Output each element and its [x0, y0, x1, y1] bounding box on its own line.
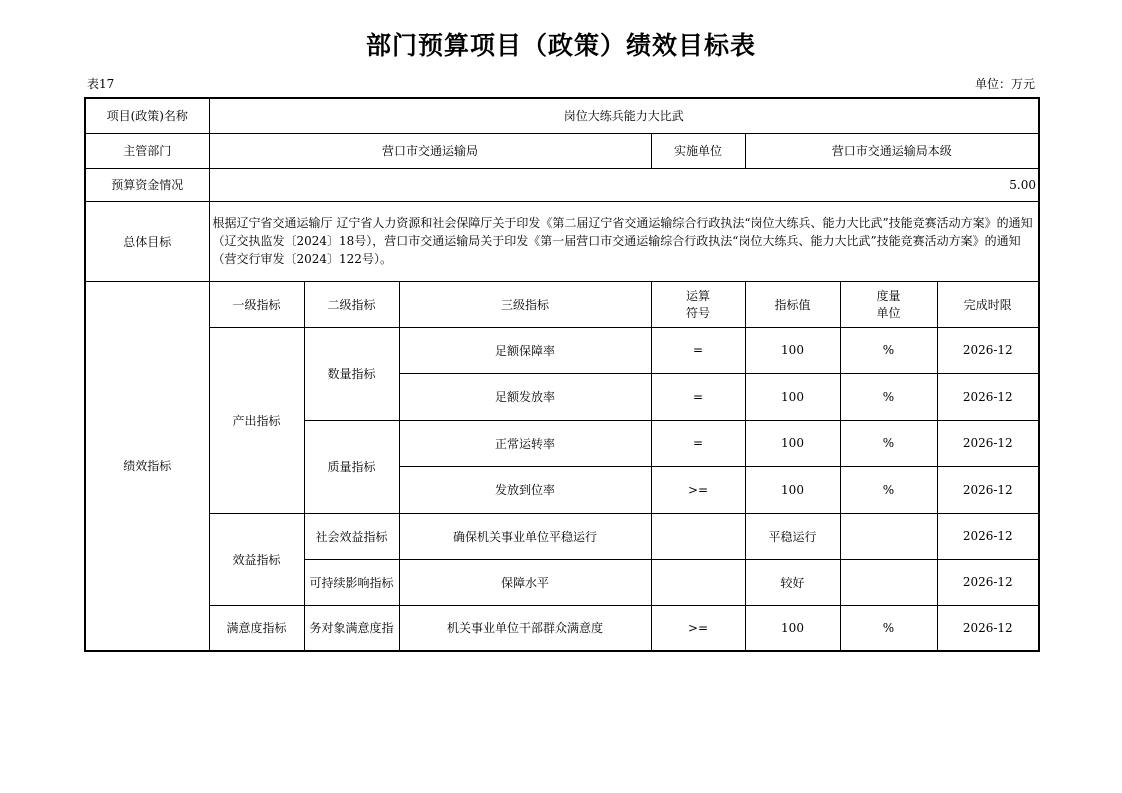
indicator-value: 100 [745, 373, 840, 420]
header-op-line2: 符号 [685, 306, 710, 320]
indicator-op [651, 513, 745, 559]
impl-label: 实施单位 [651, 133, 745, 168]
indicator-name: 机关事业单位干部群众满意度 [399, 605, 651, 651]
performance-table [84, 97, 1040, 652]
header-level3: 三级指标 [399, 281, 651, 327]
indicator-name: 保障水平 [399, 559, 651, 605]
quantity-label: 数量指标 [304, 327, 399, 420]
perf-label: 绩效指标 [85, 281, 209, 651]
indicator-name: 足额保障率 [399, 327, 651, 373]
indicator-deadline: 2026-12 [937, 513, 1039, 559]
header-deadline: 完成时限 [937, 281, 1039, 327]
satisfaction-label: 满意度指标 [209, 605, 304, 651]
indicator-value: 100 [745, 605, 840, 651]
dept-value: 营口市交通运输局 [209, 133, 651, 168]
indicator-value: 较好 [745, 559, 840, 605]
project-label: 项目(政策)名称 [85, 98, 209, 133]
indicator-value: 平稳运行 [745, 513, 840, 559]
header-unit-line1: 度量 [876, 289, 901, 303]
project-row [85, 98, 1039, 133]
header-op [651, 281, 745, 327]
indicator-deadline: 2026-12 [937, 466, 1039, 513]
header-level2: 二级指标 [304, 281, 399, 327]
indicator-unit [840, 513, 937, 559]
goal-label: 总体目标 [85, 201, 209, 281]
impl-value: 营口市交通运输局本级 [745, 133, 1039, 168]
indicator-name: 正常运转率 [399, 420, 651, 466]
header-level1: 一级指标 [209, 281, 304, 327]
indicator-deadline: 2026-12 [937, 373, 1039, 420]
unit-label: 单位：万元 [974, 77, 1035, 91]
goal-text: 根据辽宁省交通运输厅 辽宁省人力资源和社会保障厅关于印发《第二届辽宁省交通运输综合行政执法“岗位大练兵、能力大比武”技能竞赛活动方案》的通知（辽交执监发〔2024〕18号），营口市交通运输局关于印发《第一届营口市交通运输综合行政执法“岗位大练兵、能力大比武”技能竞赛活动方案》的通知（营交行审发〔2024〕122号）。 [209, 201, 1039, 281]
indicator-value: 100 [745, 420, 840, 466]
budget-value: 5.00 [209, 168, 1039, 201]
indicator-op: = [651, 373, 745, 420]
budget-row [85, 168, 1039, 201]
dept-label: 主管部门 [85, 133, 209, 168]
indicator-deadline: 2026-12 [937, 327, 1039, 373]
goal-row [85, 201, 1039, 281]
indicator-name: 足额发放率 [399, 373, 651, 420]
indicator-op: = [651, 327, 745, 373]
indicator-unit: % [840, 420, 937, 466]
indicator-unit [840, 559, 937, 605]
indicator-op: >= [651, 605, 745, 651]
table-row [85, 513, 1039, 559]
benefit-label: 效益指标 [209, 513, 304, 605]
header-row [85, 281, 1039, 327]
indicator-deadline: 2026-12 [937, 605, 1039, 651]
indicator-deadline: 2026-12 [937, 420, 1039, 466]
quality-label: 质量指标 [304, 420, 399, 513]
table-row [85, 605, 1039, 651]
header-op-line1: 运算 [685, 289, 710, 303]
table-row [85, 327, 1039, 373]
header-unit-line2: 单位 [876, 306, 901, 320]
dept-row [85, 133, 1039, 168]
indicator-name: 确保机关事业单位平稳运行 [399, 513, 651, 559]
header-unit [840, 281, 937, 327]
sustain-label: 可持续影响指标 [304, 559, 399, 605]
project-value: 岗位大练兵能力大比武 [209, 98, 1039, 133]
budget-label: 预算资金情况 [85, 168, 209, 201]
indicator-unit: % [840, 373, 937, 420]
indicator-unit: % [840, 327, 937, 373]
indicator-op: = [651, 420, 745, 466]
indicator-unit: % [840, 605, 937, 651]
social-label: 社会效益指标 [304, 513, 399, 559]
indicator-value: 100 [745, 466, 840, 513]
header-value: 指标值 [745, 281, 840, 327]
table-number: 表17 [87, 77, 115, 91]
indicator-name: 发放到位率 [399, 466, 651, 513]
output-label: 产出指标 [209, 327, 304, 513]
satisfaction-sub-label: 务对象满意度指 [304, 605, 399, 651]
indicator-unit: % [840, 466, 937, 513]
indicator-value: 100 [745, 327, 840, 373]
indicator-deadline: 2026-12 [937, 559, 1039, 605]
indicator-op: >= [651, 466, 745, 513]
indicator-op [651, 559, 745, 605]
page-title: 部门预算项目（政策）绩效目标表 [365, 31, 756, 60]
